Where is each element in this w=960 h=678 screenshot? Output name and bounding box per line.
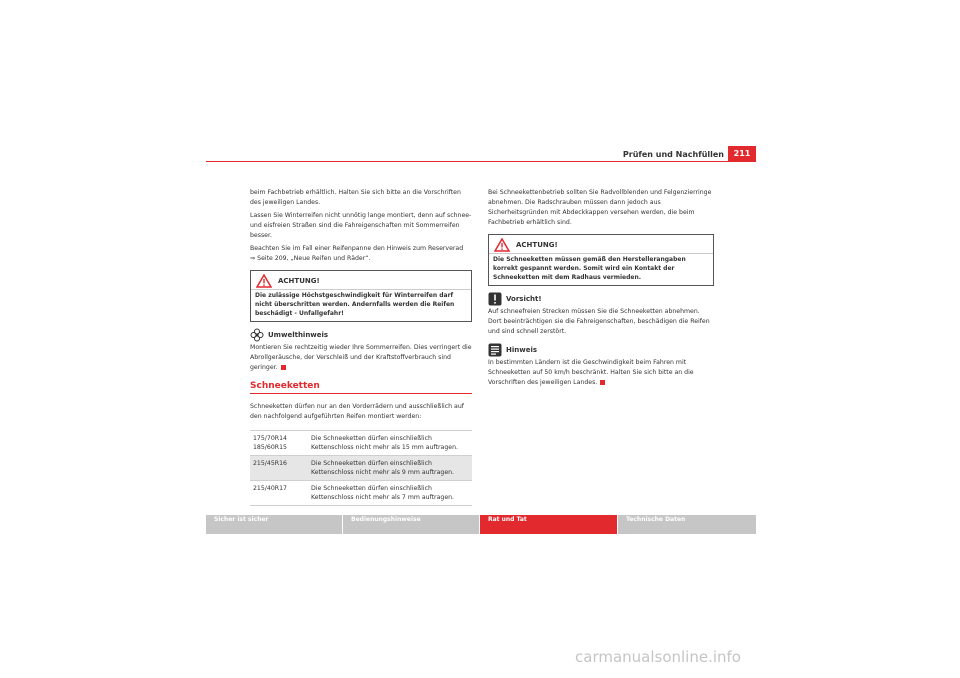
page-number: 211 bbox=[728, 146, 756, 161]
footer-tab-technische-daten[interactable]: Technische Daten bbox=[618, 515, 756, 534]
table-row bbox=[250, 456, 472, 481]
warning-title: ACHTUNG! bbox=[516, 241, 558, 249]
note-body: In bestimmten Ländern ist die Geschwindigkeit beim Fahren mit Schneeketten auf 50 km/h beschränkt. Halten Sie sich bitte an die Vorschriften des jeweiligen Landes. bbox=[488, 359, 694, 386]
table-cell-desc: Die Schneeketten dürfen einschließlich Kettenschloss nicht mehr als 9 mm auftragen. bbox=[308, 456, 472, 481]
env-note-text bbox=[250, 343, 472, 373]
paragraph bbox=[250, 244, 472, 264]
footer-tab-rat-und-tat[interactable]: Rat und Tat bbox=[480, 515, 617, 534]
header-rule bbox=[206, 161, 756, 162]
right-column bbox=[488, 188, 714, 391]
caution-header bbox=[488, 292, 714, 306]
env-note-body: Montieren Sie rechtzeitig wieder Ihre Sommerreifen. Dies verringert die Abrollgeräusche, der Verschleiß und der Kraftstoffverbrauch sind geringer. bbox=[250, 344, 472, 371]
env-note-header bbox=[250, 328, 472, 342]
note-title: Hinweis bbox=[506, 346, 538, 354]
paragraph: Lassen Sie Winterreifen nicht unnötig lange montiert, denn auf schnee- und eisfreien Straßen sind die Fahreigenschaften mit Sommerreifen besser. bbox=[250, 212, 472, 239]
table-cell-desc: Die Schneeketten dürfen einschließlich Kettenschloss nicht mehr als 15 mm auftragen. bbox=[308, 431, 472, 456]
warning-text: Die zulässige Höchstgeschwindigkeit für Winterreifen darf nicht überschritten werden. Andernfalls werden die Reifen beschädigt - Unfallgefahr! bbox=[251, 289, 471, 321]
footer-tab-sicher[interactable]: Sicher ist sicher bbox=[206, 515, 342, 534]
table-cell-desc: Die Schneeketten dürfen einschließlich Kettenschloss nicht mehr als 7 mm auftragen. bbox=[308, 481, 472, 506]
note-text bbox=[488, 358, 714, 388]
section-intro: Schneeketten dürfen nur an den Vorderrädern und ausschließlich auf den nachfolgend aufgeführten Reifen montiert werden: bbox=[250, 403, 464, 420]
tire-size: 185/60R15 bbox=[253, 444, 287, 451]
warning-text: Die Schneeketten müssen gemäß den Herstellerangaben korrekt gespannt werden. Somit wird ein Kontakt der Schneeketten mit dem Radhaus vermieden. bbox=[489, 253, 713, 285]
flower-icon bbox=[250, 328, 264, 342]
table-row bbox=[250, 481, 472, 506]
paragraph: beim Fachbetrieb erhältlich. Halten Sie sich bitte an die Vorschriften des jeweiligen Landes. bbox=[250, 189, 461, 206]
table-cell-size: 215/40R17 bbox=[250, 481, 308, 506]
end-mark-icon bbox=[281, 365, 286, 370]
warning-triangle-icon bbox=[256, 274, 272, 288]
footer-tab-bedienung[interactable]: Bedienungshinweise bbox=[343, 515, 479, 534]
watermark: carmanualsonline.info bbox=[575, 648, 741, 666]
exclamation-icon bbox=[488, 292, 502, 306]
table-cell-size bbox=[250, 431, 308, 456]
caution-title: Vorsicht! bbox=[506, 295, 542, 303]
page-title: Prüfen und Nachfüllen bbox=[622, 150, 724, 159]
table-row bbox=[250, 431, 472, 456]
paragraph: Bei Schneekettenbetrieb sollten Sie Radvollblenden und Felgenzierringe abnehmen. Die Radschrauben müssen dann jedoch aus Sicherheitsgründen mit Abdeckkappen versehen werden, die beim Fachbetrieb erhältlich sind. bbox=[488, 189, 712, 226]
tire-table bbox=[250, 430, 472, 506]
warning-title: ACHTUNG! bbox=[278, 277, 320, 285]
warning-triangle-icon bbox=[494, 238, 510, 252]
warning-box bbox=[488, 234, 714, 286]
env-note-title: Umwelthinweis bbox=[268, 331, 329, 339]
end-mark-icon bbox=[600, 380, 605, 385]
paragraph-line: Beachten Sie im Fall einer Reifenpanne den Hinweis zum Reserverad bbox=[250, 245, 464, 252]
table-cell-size: 215/45R16 bbox=[250, 456, 308, 481]
page-reference-link[interactable]: ⇒ Seite 209, „Neue Reifen und Räder“. bbox=[250, 255, 371, 262]
warning-box bbox=[250, 270, 472, 322]
note-header bbox=[488, 343, 714, 357]
caution-text: Auf schneefreien Strecken müssen Sie die Schneeketten abnehmen. Dort beeinträchtigen sie die Fahreigenschaften, beschädigen die Reifen und sind schnell zerstört. bbox=[488, 308, 710, 335]
warning-header bbox=[489, 235, 713, 253]
section-title: Schneeketten bbox=[250, 381, 472, 394]
left-column bbox=[250, 188, 472, 506]
info-icon bbox=[488, 343, 502, 357]
warning-header bbox=[251, 271, 471, 289]
tire-size: 175/70R14 bbox=[253, 435, 287, 442]
